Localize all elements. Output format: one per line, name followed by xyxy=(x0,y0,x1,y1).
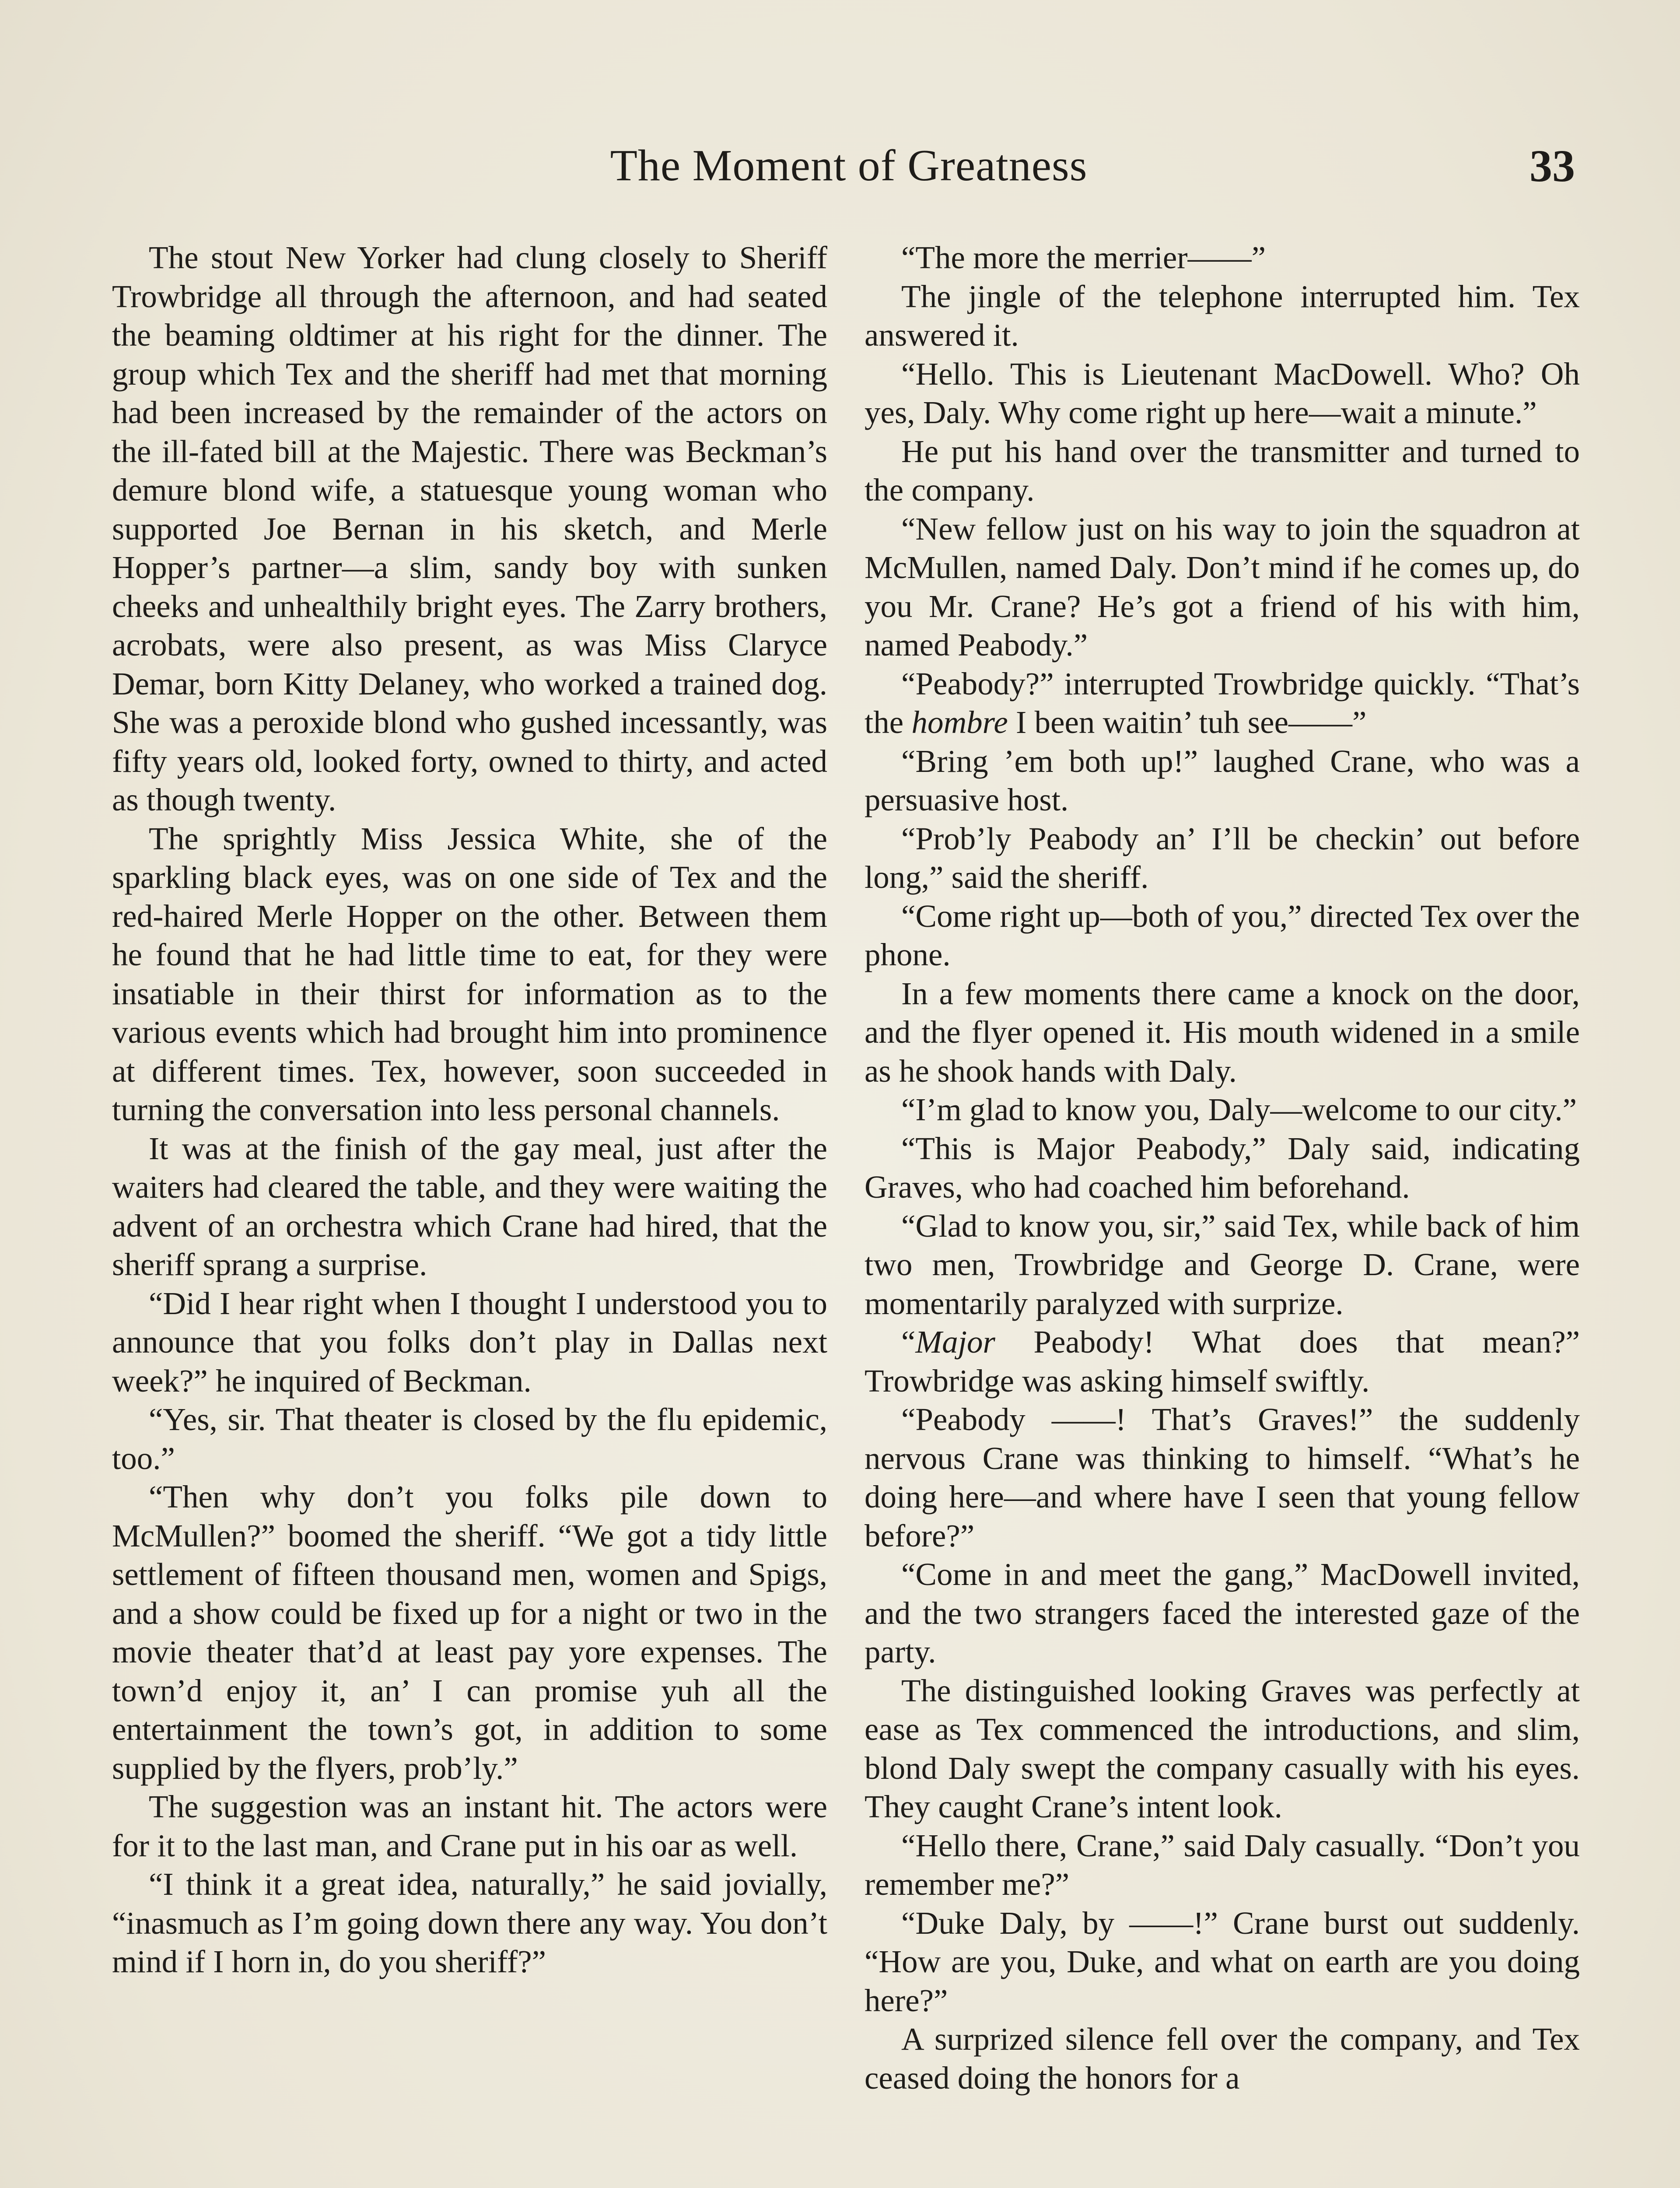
text-run: I been waitin’ tuh see——” xyxy=(1008,705,1367,740)
paragraph: “Peabody ——! That’s Graves!” the suddenly nervous Crane was thinking to himself. “What’s he doing here—and where have I seen that young fellow before?” xyxy=(864,1402,1580,1553)
paragraph: The distinguished looking Graves was perfectly at ease as Tex commenced the introductions, and slim, blond Daly swept the company casually with his eyes. They caught Crane’s intent look. xyxy=(864,1673,1580,1824)
paragraph: “Prob’ly Peabody an’ I’ll be checkin’ out before long,” said the sheriff. xyxy=(864,820,1580,895)
paragraph: “Hello there, Crane,” said Daly casually. “Don’t you remember me?” xyxy=(864,1827,1580,1902)
paragraph: “I think it a great idea, naturally,” he said jovially, “inasmuch as I’m going down there any way. You don’t mind if I horn in, do you sheriff?” xyxy=(112,1866,827,1979)
paragraph: “I’m glad to know you, Daly—welcome to our city.” xyxy=(901,1092,1577,1127)
text-run: Peabody! What does that mean?” Trowbridge was asking himself swiftly. xyxy=(864,1324,1580,1399)
text-run: “Peabody?” interrupted Trowbridge quickly. “That’s the xyxy=(864,666,1580,740)
paragraph: The stout New Yorker had clung closely to Sheriff Trowbridge all through the afternoon, and had seated the beaming oldtimer at his right for the dinner. The group which Tex and the sheriff had met that morning had been increased by the remainder of the actors on the ill-fated bill at the Majestic. There was Beckman’s demure blond wife, a statuesque young woman who supported Joe Bernan in his sketch, and Merle Hopper’s partner—a slim, sandy boy with sunken cheeks and unhealthily bright eyes. The Zarry brothers, acrobats, were also present, as was Miss Claryce Demar, born Kitty Delaney, who worked a trained dog. She was a peroxide blond who gushed incessantly, was fifty years old, looked forty, owned to thirty, and acted as though twenty. xyxy=(112,240,827,817)
paragraph: “This is Major Peabody,” Daly said, indicating Graves, who had coached him beforehand. xyxy=(864,1130,1580,1205)
text-run: “ xyxy=(901,1324,916,1360)
paragraph: “Yes, sir. That theater is closed by the flu epidemic, too.” xyxy=(112,1402,827,1476)
paragraph: “Bring ’em both up!” laughed Crane, who was a persuasive host. xyxy=(864,743,1580,817)
paragraph: “Duke Daly, by ——!” Crane burst out suddenly. “How are you, Duke, and what on earth are you doing here?” xyxy=(864,1905,1580,2018)
paragraph: He put his hand over the transmitter and turned to the company. xyxy=(864,433,1580,508)
paragraph: The jingle of the telephone interrupted him. Tex answered it. xyxy=(864,278,1580,353)
paragraph xyxy=(864,665,1580,742)
paragraph: It was at the finish of the gay meal, just after the waiters had cleared the table, and they were waiting the advent of an orchestra which Crane had hired, that the sheriff sprang a surprise. xyxy=(112,1130,827,1282)
paragraph: “Glad to know you, sir,” said Tex, while back of him two men, Trowbridge and George D. Crane, were momentarily paralyzed with surprize. xyxy=(864,1208,1580,1321)
paragraph: The suggestion was an instant hit. The actors were for it to the last man, and Crane put in his oar as well. xyxy=(112,1789,827,1863)
paragraph: In a few moments there came a knock on the door, and the flyer opened it. His mouth widened in a smile as he shook hands with Daly. xyxy=(864,975,1580,1089)
paragraph: “Come right up—both of you,” directed Tex over the phone. xyxy=(864,898,1580,972)
paragraph: “Hello. This is Lieutenant MacDowell. Who? Oh yes, Daly. Why come right up here—wait a minute.” xyxy=(864,356,1580,430)
paragraph: A surprized silence fell over the company, and Tex ceased doing the honors for a xyxy=(864,2021,1580,2096)
right-text-column xyxy=(864,238,1580,2188)
paragraph xyxy=(864,1323,1580,1400)
italic-word: Major xyxy=(915,1324,995,1360)
paragraph: “Come in and meet the gang,” MacDowell invited, and the two strangers faced the interested gaze of the party. xyxy=(864,1557,1580,1669)
italic-word: hombre xyxy=(911,705,1008,740)
left-text-column xyxy=(112,238,827,2188)
paragraph: “The more the merrier——” xyxy=(901,240,1266,275)
paragraph: “Then why don’t you folks pile down to McMullen?” boomed the sheriff. “We got a tidy little settlement of fifteen thousand men, women and Spigs, and a show could be fixed up for a night or two in the movie theater that’d at least pay yore expenses. The town’d enjoy it, an’ I can promise yuh all the entertainment the town’s got, in addition to some supplied by the flyers, prob’ly.” xyxy=(112,1479,827,1786)
paragraph: “New fellow just on his way to join the squadron at McMullen, named Daly. Don’t mind if he comes up, do you Mr. Crane? He’s got a friend of his with him, named Peabody.” xyxy=(864,511,1580,663)
page-number: 33 xyxy=(1530,141,1575,191)
paragraph: The sprightly Miss Jessica White, she of the sparkling black eyes, was on one side of Tex and the red-haired Merle Hopper on the other. Between them he found that he had little time to eat, for they were insatiable in their thirst for information as to the various events which had brought him into prominence at different times. Tex, however, soon succeeded in turning the conversation into less personal channels. xyxy=(112,820,827,1127)
running-head-title: The Moment of Greatness xyxy=(610,141,1088,190)
paragraph: “Did I hear right when I thought I understood you to announce that you folks don’t play in Dallas next week?” he inquired of Beckman. xyxy=(112,1285,827,1399)
